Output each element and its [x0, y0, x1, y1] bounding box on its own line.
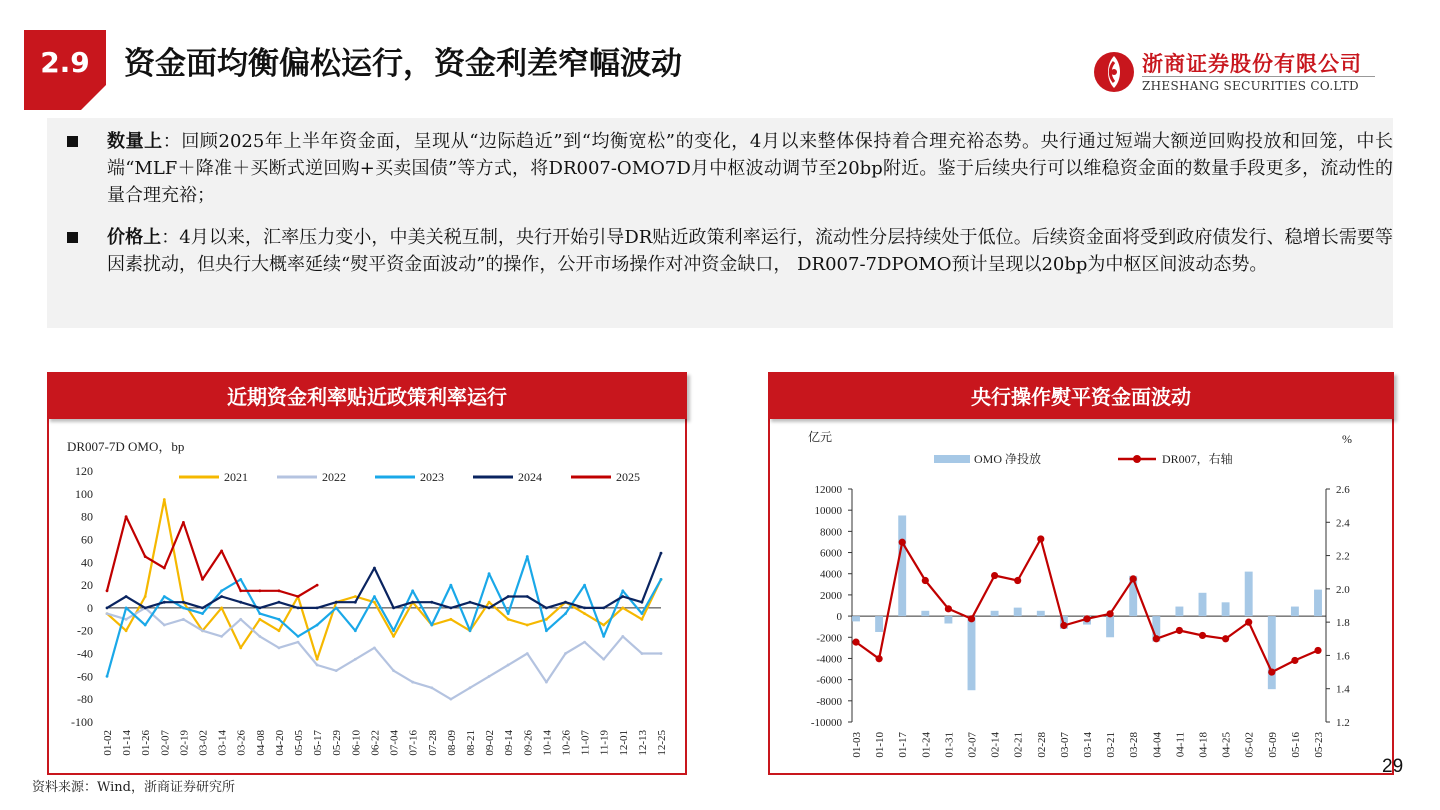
data-point — [125, 629, 128, 632]
bullet-label: 数量上 — [107, 131, 163, 152]
series-line — [107, 517, 317, 597]
x-tick-label: 03-21 — [1105, 732, 1118, 758]
data-point — [182, 607, 185, 610]
legend-label: DR007，右轴 — [1162, 452, 1233, 466]
data-point — [316, 584, 319, 587]
data-point — [526, 652, 529, 655]
legend-marker — [1133, 455, 1141, 463]
data-point — [220, 635, 223, 638]
data-point — [144, 595, 147, 598]
data-point — [335, 601, 338, 604]
y-tick-label: -40 — [77, 646, 93, 661]
summary-box — [47, 118, 1393, 328]
data-point — [526, 555, 529, 558]
x-tick-label: 01-02 — [102, 730, 114, 756]
data-point — [106, 607, 109, 610]
logo-mark-icon — [1092, 50, 1136, 94]
data-point — [125, 607, 128, 610]
data-point — [258, 618, 261, 621]
y-tick-label: 100 — [75, 486, 93, 501]
data-point — [1060, 622, 1067, 629]
y-left-tick-label: -2000 — [816, 632, 842, 645]
data-point — [507, 664, 510, 667]
data-point — [316, 624, 319, 627]
data-point — [411, 681, 414, 684]
data-point — [545, 618, 548, 621]
data-point — [602, 635, 605, 638]
data-point — [239, 589, 242, 592]
y-right-tick-label: 2.2 — [1336, 550, 1350, 563]
data-point — [239, 618, 242, 621]
x-tick-label: 12-01 — [617, 730, 630, 756]
chart-left — [49, 423, 685, 773]
data-point — [640, 652, 643, 655]
x-tick-label: 11-07 — [579, 730, 592, 756]
y-right-tick-label: 2.4 — [1336, 517, 1350, 530]
data-point — [945, 605, 952, 612]
y-tick-label: 0 — [87, 600, 93, 615]
data-point — [392, 635, 395, 638]
data-point — [583, 607, 586, 610]
chart-panel-title: 近期资金利率贴近政策利率运行 — [47, 372, 687, 419]
data-point — [125, 515, 128, 518]
data-point — [1314, 647, 1321, 654]
data-point — [899, 539, 906, 546]
bar — [852, 616, 860, 621]
data-point — [602, 658, 605, 661]
x-tick-label: 01-31 — [943, 732, 956, 758]
data-point — [411, 589, 414, 592]
data-point — [469, 601, 472, 604]
data-point — [220, 589, 223, 592]
data-point — [488, 607, 491, 610]
data-point — [163, 498, 166, 501]
x-tick-label: 04-08 — [254, 730, 267, 756]
data-point — [621, 595, 624, 598]
data-point — [316, 607, 319, 610]
x-tick-label: 03-14 — [216, 730, 229, 756]
bar — [875, 616, 883, 632]
data-point — [297, 595, 300, 598]
x-tick-label: 08-21 — [464, 730, 477, 756]
bullet-body: ：4月以来，汇率压力变小，中美关税互制，央行开始引导DR贴近政策利率运行，流动性分层持续处于低位。后续资金面将受到政府债发行、稳增长需要等因素扰动，但央行大概率延续“熨平资金面波动”的操作，公开市场操作对冲资金缺口， DR007-7DPOMO预计呈现以20bp为中枢区间波动态势。 — [107, 227, 1393, 275]
x-tick-label: 03-14 — [1082, 732, 1094, 758]
data-point — [144, 607, 147, 610]
y-right-tick-label: 1.6 — [1336, 650, 1350, 663]
x-tick-label: 06-10 — [350, 730, 363, 756]
x-tick-label: 12-25 — [656, 730, 668, 756]
data-point — [660, 652, 663, 655]
page-number: 29 — [1382, 756, 1404, 777]
y-tick-label: 60 — [81, 532, 93, 547]
data-point — [316, 664, 319, 667]
data-point — [469, 686, 472, 689]
data-point — [354, 658, 357, 661]
data-point — [201, 578, 204, 581]
bar — [1314, 590, 1322, 616]
data-point — [258, 589, 261, 592]
y-tick-label: 120 — [75, 464, 93, 478]
x-tick-label: 12-13 — [636, 730, 649, 756]
data-point — [430, 686, 433, 689]
legend-label: 2025 — [616, 470, 640, 484]
chart-panel-right — [768, 372, 1394, 775]
bar — [944, 616, 952, 623]
x-tick-label: 10-26 — [560, 730, 573, 756]
bar — [1106, 616, 1114, 637]
data-point — [564, 601, 567, 604]
data-point — [297, 635, 300, 638]
data-point — [640, 601, 643, 604]
data-point — [125, 595, 128, 598]
data-point — [449, 607, 452, 610]
bullet-text — [107, 128, 1393, 209]
x-tick-label: 03-02 — [197, 730, 210, 756]
bullet-square-icon — [67, 136, 78, 147]
data-point — [621, 607, 624, 610]
logo-chinese-name: 浙商证券股份有限公司 — [1142, 52, 1362, 76]
y-tick-label: -60 — [77, 669, 93, 684]
y-right-tick-label: 1.2 — [1336, 717, 1350, 729]
y-left-tick-label: -6000 — [816, 674, 842, 687]
data-point — [1176, 627, 1183, 634]
bar — [1268, 616, 1276, 689]
data-point — [640, 618, 643, 621]
bullet-body: ：回顾2025年上半年资金面，呈现从“边际趋近”到“均衡宽松”的变化，4月以来整体保持着合理充裕态势。央行通过短端大额逆回购投放和回笼，中长端“MLF＋降准＋买断式逆回购+买卖国债”等方式，将DR007-OMO7D月中枢波动调节至20bp附近。鉴于后续央行可以维稳资金面的数量手段更多，流动性的量合理充裕； — [107, 131, 1393, 206]
data-point — [507, 612, 510, 615]
data-point — [507, 618, 510, 621]
y-right-tick-label: 2.0 — [1336, 583, 1350, 596]
data-point — [106, 675, 109, 678]
bar — [1014, 608, 1022, 616]
data-point — [1268, 668, 1275, 675]
data-point — [220, 549, 223, 552]
data-point — [583, 612, 586, 615]
y-left-tick-label: 10000 — [814, 505, 842, 518]
y-left-axis-label: 亿元 — [808, 430, 833, 444]
y-left-tick-label: 4000 — [820, 568, 842, 581]
bar — [898, 515, 906, 616]
data-point — [220, 595, 223, 598]
data-point — [564, 652, 567, 655]
x-tick-label: 05-23 — [1313, 732, 1325, 758]
legend-swatch — [934, 455, 970, 463]
data-point — [1291, 657, 1298, 664]
data-point — [278, 601, 281, 604]
y-tick-label: -20 — [77, 623, 93, 638]
x-tick-label: 01-14 — [121, 730, 134, 756]
x-tick-label: 07-16 — [407, 730, 420, 756]
x-tick-label: 08-09 — [445, 730, 458, 756]
x-tick-label: 01-03 — [851, 732, 863, 758]
x-tick-label: 04-25 — [1220, 732, 1233, 758]
data-point — [373, 646, 376, 649]
y-tick-label: -80 — [77, 692, 93, 707]
bullet-label: 价格上 — [107, 227, 162, 248]
data-point — [106, 589, 109, 592]
data-point — [163, 624, 166, 627]
x-tick-label: 01-10 — [874, 732, 887, 758]
data-point — [297, 641, 300, 644]
data-point — [144, 624, 147, 627]
x-tick-label: 05-16 — [1289, 732, 1302, 758]
legend-label: 2023 — [420, 470, 444, 484]
legend-label: 2022 — [322, 470, 346, 484]
data-point — [335, 669, 338, 672]
x-tick-label: 01-26 — [140, 730, 153, 756]
logo-english-name: ZHESHANG SECURITIES CO.LTD — [1142, 79, 1359, 93]
y-right-tick-label: 1.4 — [1336, 683, 1350, 696]
chart-panel-left — [47, 372, 687, 775]
page-title: 资金面均衡偏松运行，资金利差窄幅波动 — [124, 46, 682, 82]
series-line — [107, 608, 661, 699]
data-point — [316, 658, 319, 661]
data-point — [449, 618, 452, 621]
data-point — [201, 607, 204, 610]
data-point — [1153, 635, 1160, 642]
data-point — [220, 607, 223, 610]
data-point — [106, 612, 109, 615]
data-point — [201, 629, 204, 632]
x-tick-label: 02-07 — [966, 732, 979, 758]
bar — [1175, 607, 1183, 617]
chart-panel-title: 央行操作熨平资金面波动 — [768, 372, 1394, 419]
data-point — [922, 577, 929, 584]
bar — [991, 611, 999, 616]
data-point — [660, 578, 663, 581]
data-point — [144, 555, 147, 558]
x-tick-label: 01-24 — [920, 732, 933, 758]
bar — [1245, 572, 1253, 616]
x-tick-label: 04-20 — [273, 730, 286, 756]
x-tick-label: 02-14 — [989, 732, 1002, 758]
data-point — [545, 681, 548, 684]
x-tick-label: 03-28 — [1128, 732, 1141, 758]
data-point — [507, 595, 510, 598]
data-point — [411, 601, 414, 604]
bullet-text — [107, 224, 1393, 278]
data-point — [526, 624, 529, 627]
data-point — [163, 595, 166, 598]
data-point — [354, 601, 357, 604]
y-left-tick-label: 12000 — [814, 484, 842, 496]
data-point — [239, 646, 242, 649]
x-tick-label: 05-17 — [312, 730, 325, 756]
y-left-tick-label: 8000 — [820, 526, 842, 539]
bullet-square-icon — [67, 232, 78, 243]
data-point — [1083, 615, 1090, 622]
data-point — [602, 607, 605, 610]
series-line — [107, 553, 661, 608]
data-point — [488, 675, 491, 678]
y-tick-label: 80 — [81, 509, 93, 524]
bar — [1037, 611, 1045, 616]
data-point — [449, 584, 452, 587]
data-point — [430, 601, 433, 604]
data-point — [373, 567, 376, 570]
logo-divider — [1142, 76, 1375, 77]
data-point — [258, 635, 261, 638]
source-note: 资料来源：Wind，浙商证券研究所 — [32, 780, 235, 795]
y-tick-label: 40 — [81, 555, 93, 570]
x-tick-label: 05-05 — [293, 730, 306, 756]
data-point — [640, 612, 643, 615]
data-point — [545, 629, 548, 632]
data-point — [621, 589, 624, 592]
x-tick-label: 02-21 — [1012, 732, 1025, 758]
data-point — [1130, 575, 1137, 582]
data-point — [278, 618, 281, 621]
data-point — [278, 646, 281, 649]
data-point — [125, 618, 128, 621]
data-point — [278, 629, 281, 632]
x-tick-label: 11-19 — [598, 730, 611, 756]
section-number-badge — [24, 30, 106, 110]
data-point — [1014, 577, 1021, 584]
data-point — [258, 612, 261, 615]
data-point — [239, 601, 242, 604]
data-point — [564, 612, 567, 615]
y-left-tick-label: 2000 — [820, 589, 842, 602]
bar — [968, 616, 976, 690]
data-point — [354, 629, 357, 632]
data-point — [182, 618, 185, 621]
x-tick-label: 09-26 — [522, 730, 535, 756]
x-tick-label: 01-17 — [897, 732, 910, 758]
x-tick-label: 04-18 — [1197, 732, 1210, 758]
x-tick-label: 09-14 — [503, 730, 516, 756]
x-tick-label: 05-09 — [1266, 732, 1279, 758]
data-point — [1037, 535, 1044, 542]
y-tick-label: -100 — [71, 715, 93, 729]
x-tick-label: 10-14 — [541, 730, 554, 756]
data-point — [373, 595, 376, 598]
bar — [921, 611, 929, 616]
y-axis-label: DR007-7D OMO，bp — [67, 439, 185, 454]
bar — [1199, 593, 1207, 616]
data-point — [852, 639, 859, 646]
company-logo — [1092, 44, 1382, 100]
data-point — [1199, 632, 1206, 639]
y-left-tick-label: 6000 — [820, 547, 842, 560]
x-tick-label: 02-28 — [1035, 732, 1048, 758]
x-tick-label: 02-07 — [159, 730, 172, 756]
y-left-tick-label: 0 — [836, 611, 842, 624]
data-point — [488, 601, 491, 604]
x-tick-label: 04-11 — [1174, 732, 1187, 758]
data-point — [163, 601, 166, 604]
x-tick-label: 03-26 — [235, 730, 248, 756]
data-point — [163, 567, 166, 570]
data-point — [660, 552, 663, 555]
data-point — [392, 629, 395, 632]
data-point — [545, 607, 548, 610]
section-number: 2.9 — [40, 45, 90, 79]
data-point — [239, 578, 242, 581]
y-left-tick-label: -10000 — [810, 717, 842, 729]
x-tick-label: 06-22 — [369, 730, 382, 756]
y-right-axis-label: % — [1342, 432, 1352, 446]
y-left-tick-label: -4000 — [816, 653, 842, 666]
data-point — [583, 641, 586, 644]
x-tick-label: 04-04 — [1151, 732, 1164, 758]
y-right-tick-label: 1.8 — [1336, 617, 1350, 630]
x-tick-label: 02-19 — [178, 730, 191, 756]
x-tick-label: 09-02 — [484, 730, 497, 756]
bar — [1291, 607, 1299, 617]
data-point — [201, 612, 204, 615]
x-tick-label: 05-29 — [331, 730, 344, 756]
y-tick-label: 20 — [81, 578, 93, 593]
data-point — [392, 669, 395, 672]
data-point — [583, 584, 586, 587]
data-point — [991, 572, 998, 579]
data-point — [488, 572, 491, 575]
data-point — [182, 601, 185, 604]
data-point — [297, 607, 300, 610]
bar — [1222, 602, 1230, 616]
data-point — [876, 655, 883, 662]
data-point — [449, 698, 452, 701]
data-point — [335, 607, 338, 610]
data-point — [1245, 619, 1252, 626]
data-point — [968, 615, 975, 622]
legend-label: 2021 — [224, 470, 248, 484]
y-left-tick-label: -8000 — [816, 695, 842, 708]
data-point — [602, 624, 605, 627]
x-tick-label: 07-28 — [426, 730, 439, 756]
series-line — [107, 500, 661, 660]
data-point — [278, 589, 281, 592]
data-point — [258, 607, 261, 610]
x-tick-label: 05-02 — [1243, 732, 1256, 758]
data-point — [373, 601, 376, 604]
data-point — [430, 624, 433, 627]
data-point — [1222, 635, 1229, 642]
y-right-tick-label: 2.6 — [1336, 484, 1350, 496]
data-point — [526, 595, 529, 598]
chart-right — [770, 423, 1392, 773]
data-point — [392, 607, 395, 610]
data-point — [354, 595, 357, 598]
data-point — [621, 635, 624, 638]
data-point — [1107, 610, 1114, 617]
legend-label: OMO 净投放 — [974, 452, 1042, 466]
legend-label: 2024 — [518, 470, 542, 484]
data-point — [469, 629, 472, 632]
data-point — [182, 521, 185, 524]
x-tick-label: 03-07 — [1058, 732, 1071, 758]
x-tick-label: 07-04 — [388, 730, 401, 756]
